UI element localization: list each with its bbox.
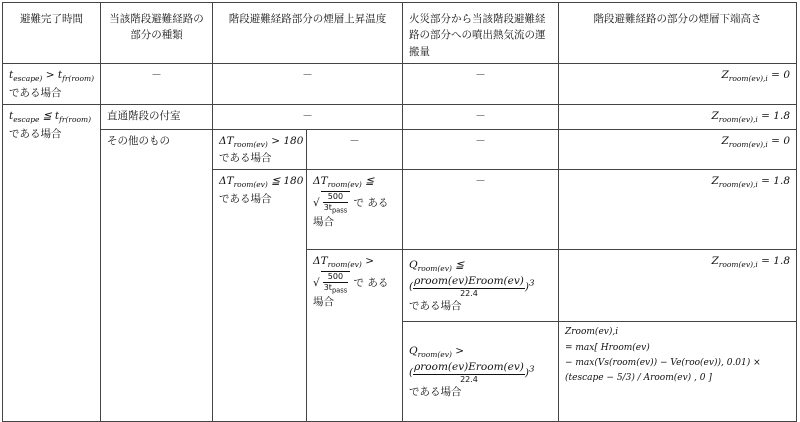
header-smoke-temp: 階段避難経路部分の煙層上昇温度	[213, 3, 403, 64]
temp-sub-cell: －	[307, 129, 403, 170]
temp-cond: ≦ 180	[271, 175, 304, 188]
height-value: 1.8	[773, 255, 790, 268]
header-jet-flow: 火災部分から当該階段避難経路の部分への噴出熱気流の運搬量	[403, 3, 559, 64]
sub-text: で ある 場合	[313, 277, 389, 309]
temp-cell: －	[213, 63, 403, 104]
height-value: 0	[783, 134, 790, 147]
flow-cell: －	[403, 63, 559, 104]
flow-text: である場合	[409, 386, 462, 399]
cond-text: である場合	[9, 127, 62, 140]
flow-den: 22.4	[460, 288, 478, 298]
temp-text: である場合	[219, 152, 272, 165]
temp-cond: > 180	[271, 134, 304, 147]
sub-sym: >	[365, 255, 375, 268]
row-other-temp-gt	[3, 129, 797, 170]
sub-text: で ある 場合	[313, 197, 389, 229]
kind-cell: －	[101, 63, 213, 104]
flow-cond-cell: $Q_{room(ev)}$ > ( ρroom(ev)Eroom(ev) 22.4 )$^3$ である場合	[403, 322, 559, 422]
sub-den: 3t	[323, 282, 332, 292]
height-formula-cell	[559, 322, 797, 422]
height-value: 1.8	[773, 109, 790, 122]
header-route-kind: 当該階段避難経路の部分の種類	[101, 3, 213, 64]
temp-sub-cell: $\Delta T_{room(ev)}$ > √ 500 $3t_{pass}$ で ある 場合	[307, 250, 403, 422]
flow-den: 22.4	[460, 374, 478, 384]
flow-sym: ≦	[455, 259, 465, 272]
row-escape-le-vestibule	[3, 104, 797, 129]
header-evacuation-time: 避難完了時間	[3, 3, 101, 64]
temp-cond-cell: $\Delta T_{room(ev)} > 180$ である場合	[213, 129, 307, 170]
formula-line-1: Zroom(ev),i	[565, 327, 619, 338]
sub-den: 3t	[323, 202, 332, 212]
temp-cell: －	[213, 104, 403, 129]
height-cell: $Z_{room(ev),i} = 0$	[559, 129, 797, 170]
formula-line-3: − max(Vs(room(ev)) − Ve(roo(ev)), 0.01) × (tescape − 5/3) / Aroom(ev) , 0 ]	[565, 358, 761, 384]
flow-num: ρroom(ev)Eroom(ev)	[414, 275, 524, 288]
height-cell: $Z_{room(ev),i} = 1.8$	[559, 250, 797, 322]
flow-cell: －	[403, 170, 559, 250]
kind-cell: その他のもの	[101, 129, 213, 422]
formula-line-2: = max[ Hroom(ev)	[565, 342, 650, 353]
flow-cond-cell: $Q_{room(ev)}$ ≦ ( ρroom(ev)Eroom(ev) 22.4 )$^3$ である場合	[403, 250, 559, 322]
cond-text: である場合	[9, 86, 62, 99]
height-cell: $Z_{room(ev),i} = 1.8$	[559, 170, 797, 250]
flow-cell: －	[403, 129, 559, 170]
temp-text: である場合	[219, 193, 272, 206]
cond-escape-gt: $t_{escape)} > t_{fr(room)}$ である場合	[3, 63, 101, 104]
cond-escape-le: $t_{escape}$ ≦ $t_{fr(room)}$ である場合	[3, 104, 101, 422]
header-row	[3, 3, 797, 64]
flow-cell: －	[403, 104, 559, 129]
flow-num: ρroom(ev)Eroom(ev)	[414, 361, 524, 374]
smoke-height-table	[2, 2, 797, 422]
sub-num: 500	[323, 192, 348, 203]
temp-sub-cell: $\Delta T_{room(ev)}$ ≦ √ 500 $3t_{pass}$ で ある 場合	[307, 170, 403, 250]
flow-sym: >	[455, 345, 465, 358]
sub-sym: ≦	[365, 175, 375, 188]
header-smoke-height: 階段避難経路の部分の煙層下端高さ	[559, 3, 797, 64]
kind-cell: 直通階段の付室	[101, 104, 213, 129]
temp-cond-cell: $\Delta T_{room(ev)}$ ≦ 180 である場合	[213, 170, 307, 422]
height-value: 1.8	[773, 175, 790, 188]
height-cell: $Z_{room(ev),i} = 0$	[559, 63, 797, 104]
height-cell: $Z_{room(ev),i} = 1.8$	[559, 104, 797, 129]
height-value: 0	[783, 68, 790, 81]
flow-text: である場合	[409, 300, 462, 313]
sub-num: 500	[323, 272, 348, 283]
row-escape-gt	[3, 63, 797, 104]
